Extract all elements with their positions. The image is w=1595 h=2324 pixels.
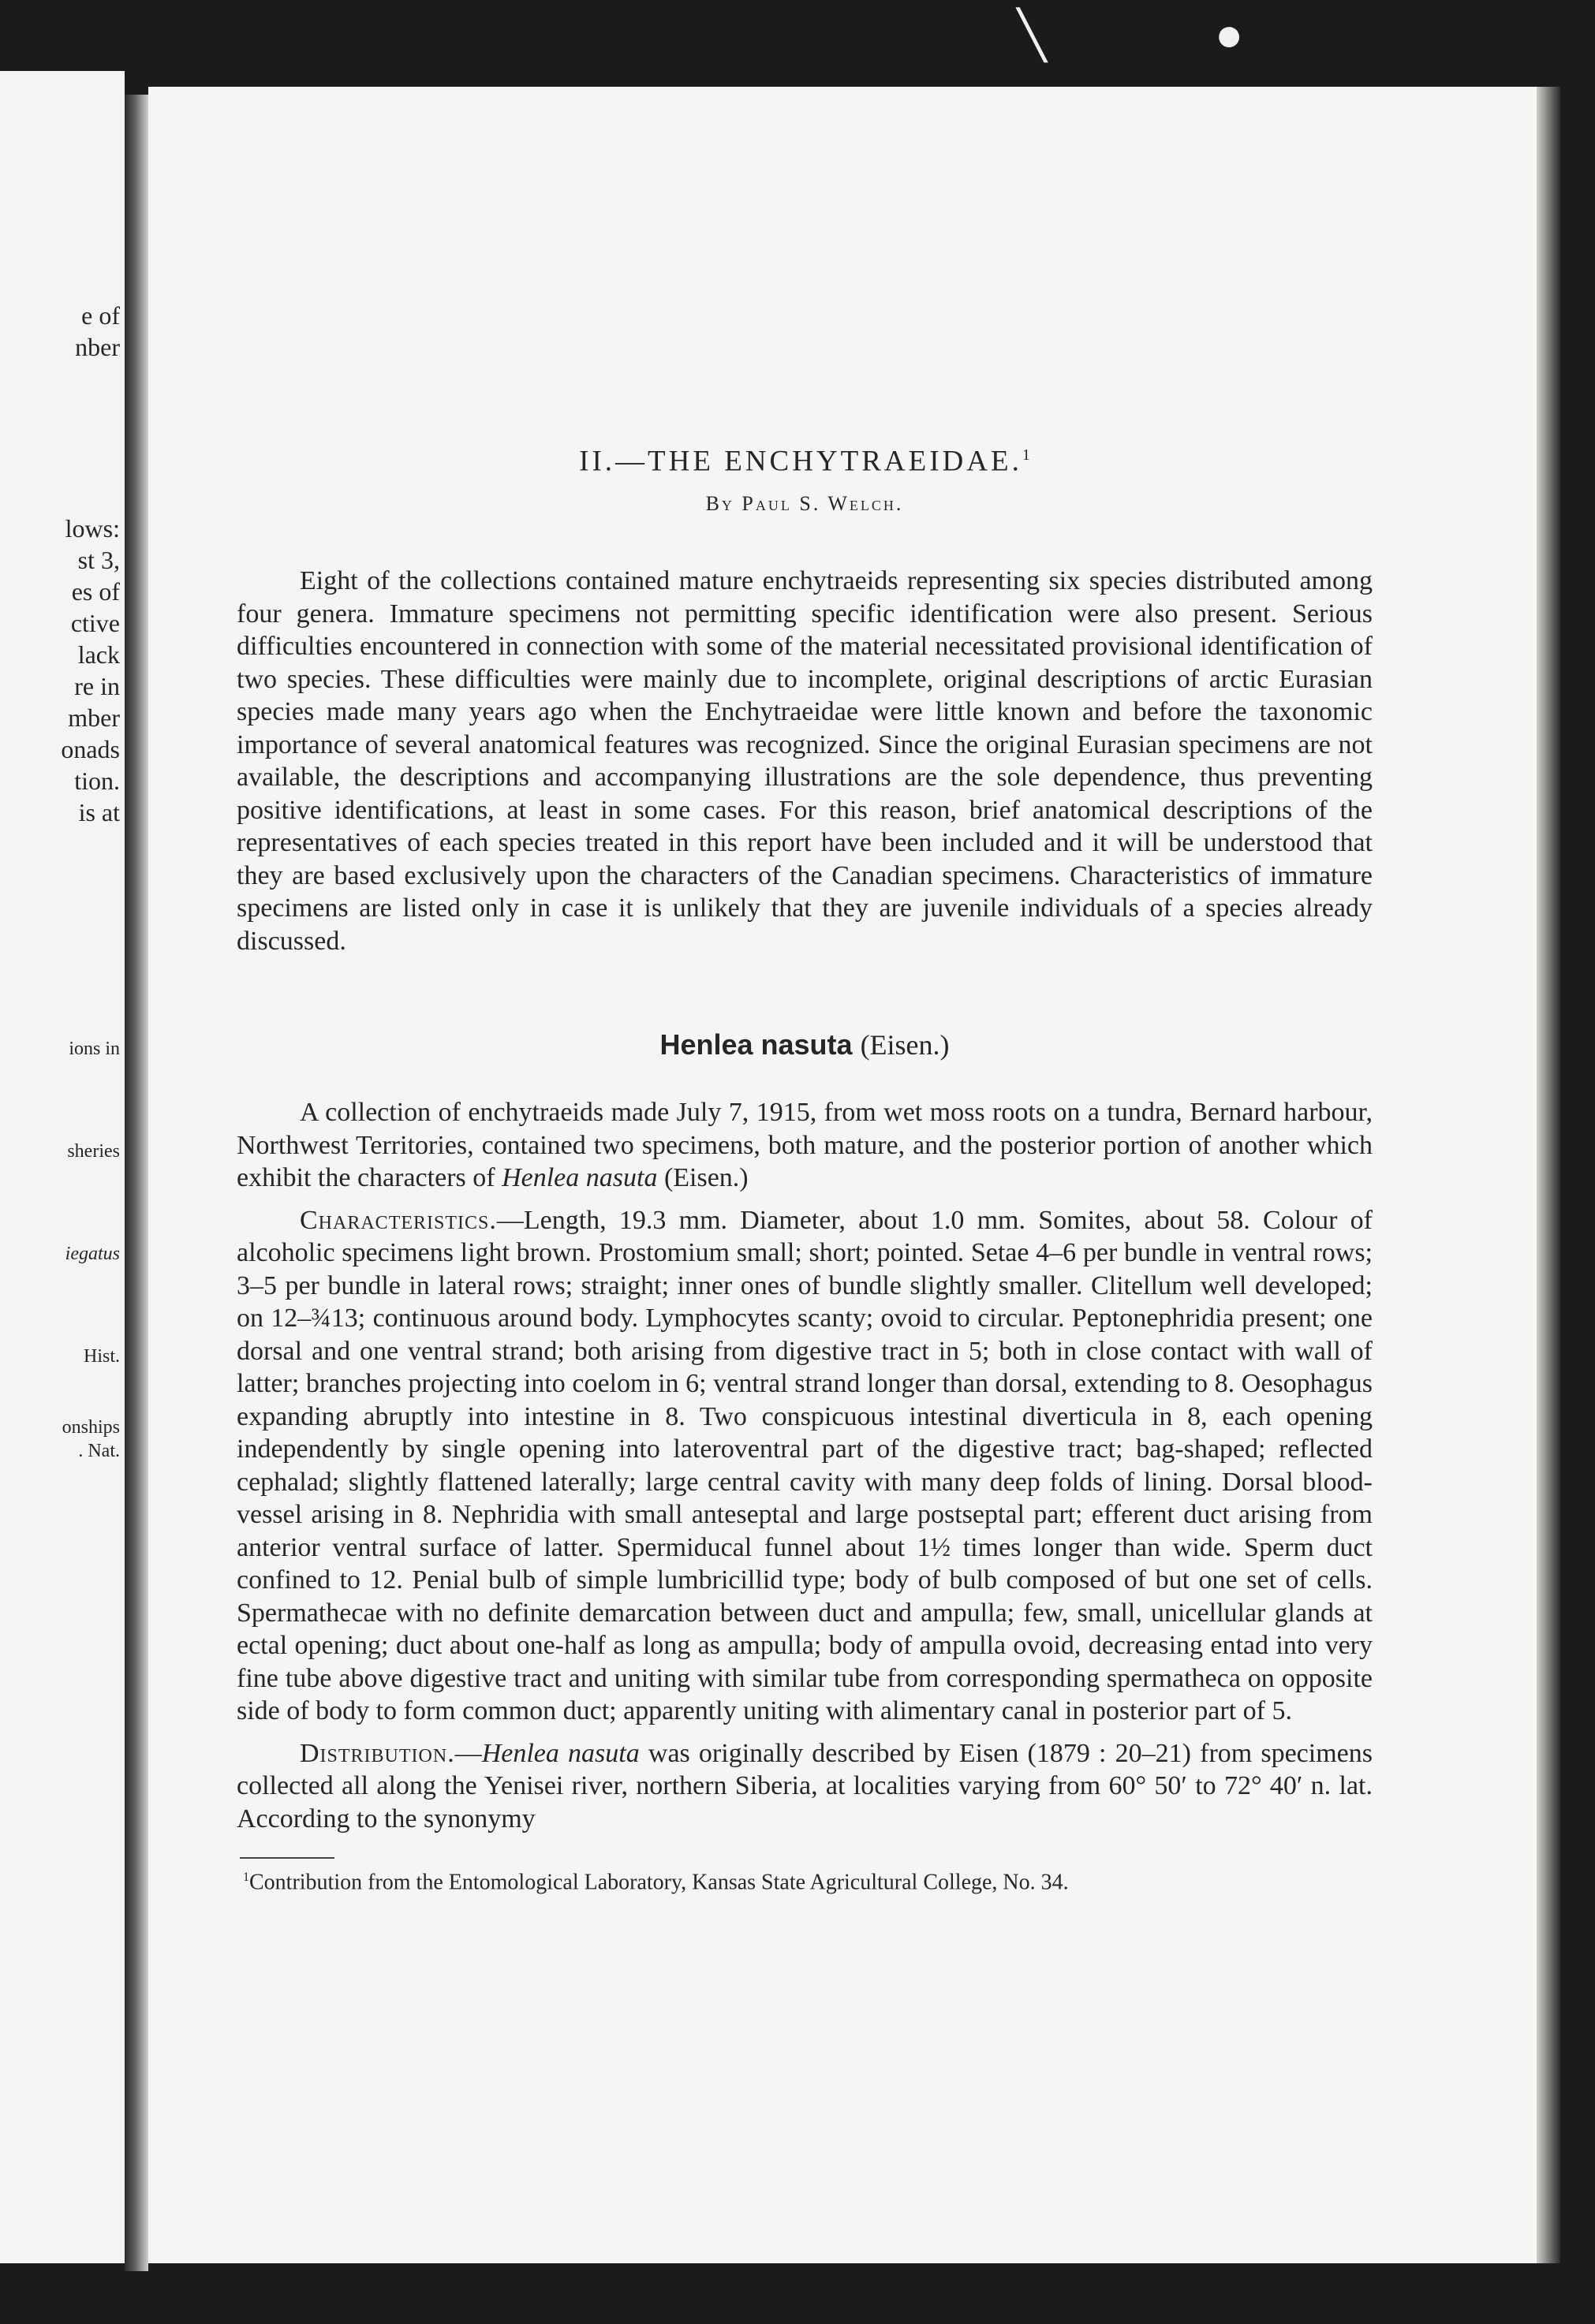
- left-line: onads: [61, 735, 120, 763]
- left-line: lack: [77, 640, 120, 669]
- characteristics-text: —Length, 19.3 mm. Diameter, about 1.0 mm. Somites, about 58. Colour of alcoholic specimens light brown. Prostomium small; short; pointed. Setae 4–6 per bundle in ventral rows; 3–5 per bundle in lateral rows; straight; inner ones of bundle slightly smaller. Clitellum well developed; on 12–¾13; continuous around body. Lymphocytes scanty; ovoid to circular. Peptonephridia present; one dorsal and one ventral strand; both arising from digestive tract in 5; both in close contact with wall of latter; branches projecting into coelom in 6; ventral strand longer than dorsal, extending to 8. Oesophagus expanding abruptly into intestine in 8. Two conspicuous intestinal diverticula in 8, each opening independently by single opening into lateroventral part of the digestive tract; bag-shaped; reflected cephalad; slightly flattened laterally; large central cavity with many deep folds of lining. Dorsal blood-vessel arising in 8. Nephridia with small anteseptal and large postseptal part; efferent duct arising from anterior ventral surface of latter. Spermiducal funnel about 1½ times longer than wide. Sperm duct confined to 12. Penial bulb of simple lumbricillid type; body of bulb composed of but one set of cells. Spermathecae with no definite demarcation between duct and ampulla; few, small, unicellular glands at ectal opening; duct about one-half as long as ampulla; body of ampulla ovoid, decreasing entad into very fine tube above digestive tract and uniting with similar tube from corresponding spermatheca on opposite side of body to form common duct; apparently uniting with alimentary canal in posterior part of 5.: [237, 1205, 1373, 1726]
- species-italic: Henlea nasuta: [481, 1738, 640, 1768]
- book-page: [148, 87, 1537, 2263]
- species-name: Henlea nasuta: [659, 1028, 853, 1061]
- page-edge-shadow: [1537, 87, 1560, 2263]
- footnote-ref: 1: [1022, 446, 1030, 464]
- left-line: re in: [74, 672, 120, 700]
- chapter-title-text: II.—THE ENCHYTRAEIDAE.: [579, 445, 1022, 478]
- characteristics-paragraph: [237, 1204, 1373, 1728]
- distribution-paragraph: [237, 1737, 1373, 1836]
- intro-paragraph: Eight of the collections contained mature enchytraeids representing six species distributed among four genera. Immature specimens not permitting specific identification were also present. Serious difficulties encountered in connection with some of the material necessitated provisional identification of two species. These difficulties were mainly due to incomplete, original descriptions of arctic Eurasian species made many years ago when the Enchytraeidae were little known and before the taxonomic importance of several anatomical features was recognized. Since the original Eurasian specimens are not available, the descriptions and accompanying illustrations are the sole dependence, thus preventing positive identifications, at least in some cases. For this reason, brief anatomical descriptions of the representatives of each species treated in this report have been included and it will be understood that they are based exclusively upon the characters of the Canadian specimens. Characteristics of immature specimens are listed only in case it is unlikely that they are juvenile individuals of a species already discussed.: [237, 566, 1373, 956]
- collection-tail: (Eisen.): [657, 1163, 749, 1193]
- collection-text: A collection of enchytraeids made July 7, 1915, from wet moss roots on a tundra, Bernard harbour, Northwest Territories, contained two specimens, both mature, and the posterior portion of another which exhibit the characters of: [237, 1098, 1373, 1193]
- characteristics-lead: Characteristics.: [300, 1205, 497, 1235]
- left-line: onships: [62, 1417, 120, 1438]
- distribution-text: was originally described by Eisen (1879 : 20–21) from specimens collected all along the Yenisei river, northern Siberia, at localities varying from 60° 50′ to 72° 40′ n. lat. According to the synonymy: [237, 1738, 1373, 1833]
- left-line: . Nat.: [78, 1441, 120, 1461]
- footnote-rule: [240, 1857, 334, 1859]
- left-line: sheries: [67, 1141, 120, 1162]
- left-line: ions in: [69, 1039, 120, 1059]
- scan-mark-1: ╲: [1018, 9, 1047, 62]
- distribution-dash: —: [454, 1738, 482, 1768]
- species-authority: (Eisen.): [860, 1029, 950, 1061]
- footnote: [243, 1863, 1373, 1897]
- left-line: lows:: [65, 514, 120, 543]
- left-line: es of: [71, 577, 120, 606]
- species-italic: Henlea nasuta: [502, 1163, 658, 1193]
- chapter-title: [237, 435, 1373, 481]
- distribution-lead: Distribution.: [300, 1738, 455, 1768]
- left-line: mber: [68, 703, 120, 732]
- page-content: [237, 339, 1373, 1897]
- author-byline: By Paul S. Welch.: [705, 492, 904, 516]
- left-line: iegatus: [65, 1244, 120, 1264]
- left-line: e of: [81, 301, 120, 330]
- footnote-text: Contribution from the Entomological Laboratory, Kansas State Agricultural College, No. 34.: [249, 1870, 1069, 1895]
- left-line: is at: [78, 798, 120, 826]
- left-line: Hist.: [83, 1346, 120, 1367]
- book-gutter: [125, 95, 148, 2271]
- left-line: ctive: [70, 609, 120, 637]
- left-line: st 3,: [77, 546, 120, 574]
- left-line: nber: [75, 333, 120, 361]
- left-line: tion.: [74, 767, 120, 795]
- footnote-marker: 1: [243, 1871, 249, 1885]
- collection-paragraph: [237, 1096, 1373, 1195]
- facing-page-fragment: [0, 71, 125, 2263]
- scan-mark-2: ●: [1215, 9, 1244, 61]
- species-heading: [237, 1028, 1373, 1061]
